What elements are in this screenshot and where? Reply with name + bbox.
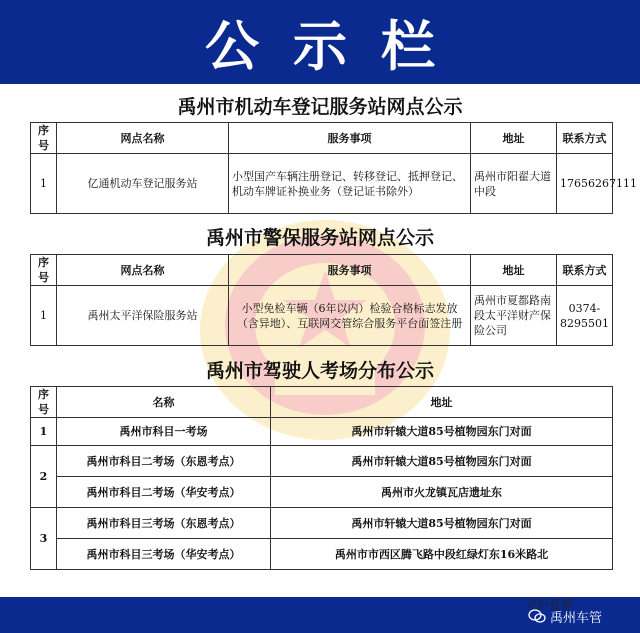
header-name: 网点名称	[57, 123, 229, 154]
header-contact: 联系方式	[557, 255, 613, 286]
row-address: 禹州市夏都路南段太平洋财产保险公司	[471, 286, 557, 346]
row-no: 1	[31, 286, 57, 346]
header-service: 服务事项	[229, 123, 471, 154]
wechat-icon	[528, 609, 546, 623]
row-name: 禹州太平洋保险服务站	[57, 286, 229, 346]
header-address: 地址	[271, 387, 613, 418]
section3-title: 禹州市驾驶人考场分布公示	[205, 360, 434, 382]
row-address: 禹州市火龙镇瓦店遗址东	[271, 477, 613, 508]
table-row	[31, 418, 613, 446]
header-address: 地址	[471, 123, 557, 154]
header-contact: 联系方式	[557, 123, 613, 154]
header-service: 服务事项	[229, 255, 471, 286]
row-address: 禹州市阳翟大道中段	[471, 154, 557, 214]
row-name: 禹州市科目二考场（华安考点）	[57, 477, 271, 508]
header-name: 网点名称	[57, 255, 229, 286]
row-no: 1	[31, 418, 57, 446]
row-name: 禹州市科目二考场（东恩考点）	[57, 446, 271, 477]
row-contact: 0374-8295501	[557, 286, 613, 346]
row-name: 亿通机动车登记服务站	[57, 154, 229, 214]
header-no: 序号	[31, 123, 57, 154]
table-row	[31, 477, 613, 508]
row-name: 禹州市科目三考场（东恩考点）	[57, 508, 271, 539]
section1-title: 禹州市机动车登记服务站网点公示	[177, 96, 463, 118]
row-name: 禹州市科目一考场	[57, 418, 271, 446]
top-banner	[0, 0, 640, 84]
header-no: 序号	[31, 255, 57, 286]
row-address: 禹州市市西区腾飞路中段红绿灯东16米路北	[271, 539, 613, 570]
row-no: 1	[31, 154, 57, 214]
header-no: 序号	[31, 387, 57, 418]
header-address: 地址	[471, 255, 557, 286]
section2-title: 禹州市警保服务站网点公示	[205, 227, 434, 249]
section2-table	[30, 254, 613, 346]
row-contact: 17656267111	[557, 154, 613, 214]
banner-title: 公示栏	[205, 14, 469, 78]
row-no: 3	[31, 508, 57, 570]
section1-table	[30, 122, 637, 214]
row-no: 2	[31, 446, 57, 508]
section3-table	[30, 386, 613, 570]
table-row	[31, 446, 613, 477]
watermark-line2: 禹州车管	[550, 611, 603, 626]
row-service: 小型国产车辆注册登记、转移登记、抵押登记、机动车牌证补换业务（登记证书除外）	[229, 154, 471, 214]
row-address: 禹州市轩辕大道85号植物园东门对面	[271, 418, 613, 446]
row-name: 禹州市科目三考场（华安考点）	[57, 539, 271, 570]
row-service: 小型免检车辆（6年以内）检验合格标志发放（含异地）、互联网交管综合服务平台面签注册	[229, 286, 471, 346]
table-row	[31, 154, 613, 214]
table-row	[31, 508, 613, 539]
watermark-line1: 守护夏都	[525, 598, 574, 612]
table-row	[31, 286, 613, 346]
table-row	[31, 539, 613, 570]
row-address: 禹州市轩辕大道85号植物园东门对面	[271, 508, 613, 539]
header-name: 名称	[57, 387, 271, 418]
row-address: 禹州市轩辕大道85号植物园东门对面	[271, 446, 613, 477]
